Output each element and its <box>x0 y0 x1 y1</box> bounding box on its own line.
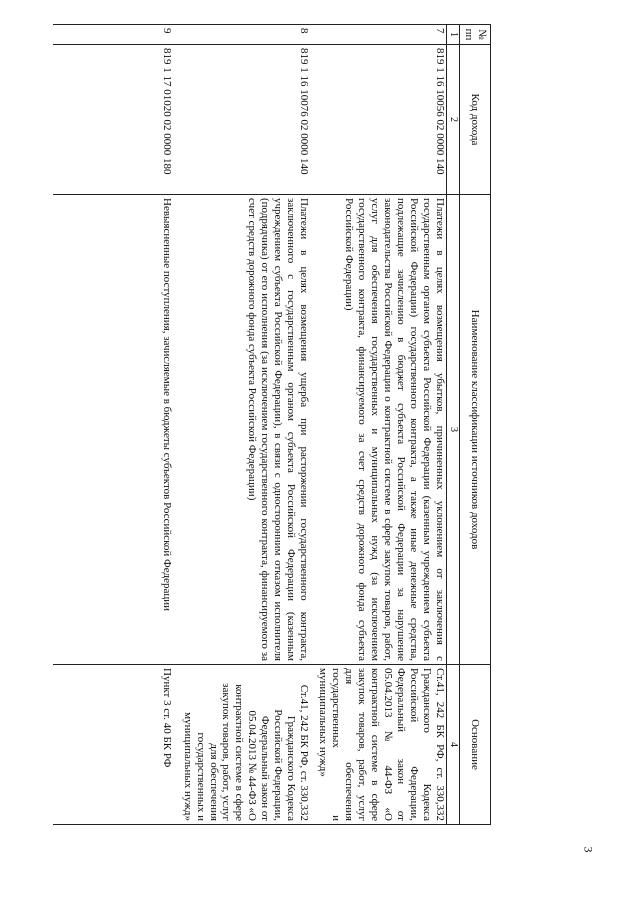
row-num: 7 <box>316 25 446 45</box>
table-row <box>316 25 446 825</box>
row-num: 9 <box>53 25 181 45</box>
header-name: Наименование классификации источников доходов <box>460 195 491 665</box>
row-basis: Пункт 3 ст. 40 БК РФ <box>53 665 181 825</box>
col-number: 2 <box>447 45 460 195</box>
header-num: № пп <box>460 25 491 45</box>
row-basis: Ст.41, 242 БК РФ, ст. 330,332 Гражданского Кодекса Российской Федерации, Федеральный закон от 05.04.2013 № 44-ФЗ «О контрактной системе в сфере закупок товаров, работ, услуг для обеспечения государственных и муниципальных нужд» <box>316 665 446 825</box>
document-table-rotated <box>81 24 491 824</box>
header-basis: Основание <box>460 665 491 825</box>
col-number: 3 <box>447 195 460 665</box>
row-basis: Ст.41, 242 БК РФ, ст. 330,332 Гражданского Кодекса Российской Федерации, Федеральный закон от 05.04.2013 № 44-ФЗ «О контрактной системе в сфере закупок товаров, работ, услуг для обеспечения государственных и муниципальных нужд» <box>181 665 317 825</box>
col-number: 1 <box>447 25 460 45</box>
table-row <box>181 25 317 825</box>
row-num: 8 <box>181 25 317 45</box>
row-code: 819 1 16 10076 02 0000 140 <box>181 45 317 195</box>
row-code: 819 1 17 01020 02 0000 180 <box>53 45 181 195</box>
page-number: 3 <box>581 846 596 853</box>
row-name: Невыясненные поступления, зачисляемые в бюджеты субъектов Российской Федерации <box>53 195 181 665</box>
revenue-classification-table <box>53 24 491 825</box>
table-row <box>53 25 181 825</box>
row-name: Платежи в целях возмещения убытков, причиненных уклонением от заключения с государственным органом субъекта Российской Федерации (казенным учреждением субъекта Российской Федерации) государственного контракта, а также иные денежные средства, подлежащие зачислению в бюджет субъекта Российской Федерации за нарушение законодательства Российской Федерации о контрактной системе в сфере закупок товаров, работ, услуг для обеспечения государственных и муниципальных нужд (за исключением государственного контракта, финансируемого за счет средств дорожного фонда субъекта Российской Федерации) <box>316 195 446 665</box>
col-number: 4 <box>447 665 460 825</box>
row-name: Платежи в целях возмещения ущерба при расторжении государственного контракта, заключенного с государственным органом субъекта Российской Федерации (казенным учреждением субъекта Российской Федерации), в связи с односторонним отказом исполнителя (подрядчика) от его исполнения (за исключением государственного контракта, финансируемого за счет средств дорожного фонда субъекта Российской Федерации) <box>181 195 317 665</box>
row-code: 819 1 16 10056 02 0000 140 <box>316 45 446 195</box>
header-code: Код дохода <box>460 45 491 195</box>
